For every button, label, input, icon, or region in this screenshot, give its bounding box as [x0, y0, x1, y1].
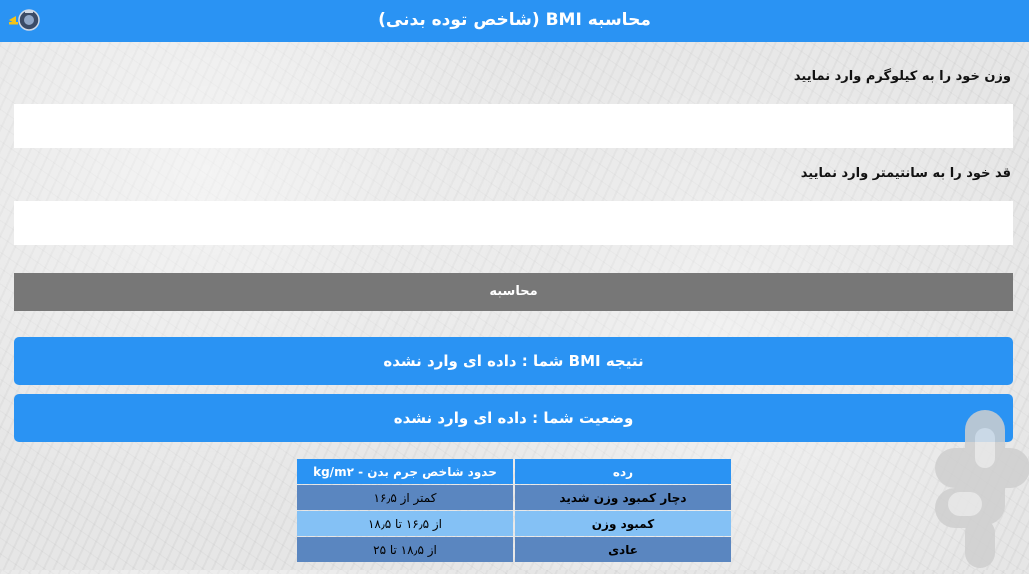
table-cell-category: عادی: [515, 537, 731, 562]
table-header-row: [297, 459, 731, 484]
table-header-range: حدود شاخص جرم بدن - kg/m۲: [297, 459, 513, 484]
table-cell-range: از ۱۶٫۵ تا ۱۸٫۵: [297, 511, 513, 536]
table-cell-category: دچار کمبود وزن شدید: [515, 485, 731, 510]
table-cell-range: از ۱۸٫۵ تا ۲۵: [297, 537, 513, 562]
height-label: قد خود را به سانتیمتر وارد نمایید: [800, 166, 1011, 181]
bmi-result-box: نتیجه BMI شما : داده ای وارد نشده: [14, 337, 1013, 385]
table-cell-category: کمبود وزن: [515, 511, 731, 536]
height-input[interactable]: [14, 201, 1013, 245]
title-bar: [0, 0, 1029, 42]
bmi-classification-table: [295, 458, 733, 563]
table-cell-range: کمتر از ۱۶٫۵: [297, 485, 513, 510]
calculator-app-icon[interactable]: [4, 6, 42, 34]
page-title: محاسبه BMI (شاخص توده بدنی): [378, 10, 651, 30]
weight-label: وزن خود را به کیلوگرم وارد نمایید: [793, 69, 1011, 84]
table-row: [297, 511, 731, 536]
table-row: [297, 485, 731, 510]
calculate-button[interactable]: محاسبه: [14, 273, 1013, 311]
table-header-category: رده: [515, 459, 731, 484]
table-row: [297, 537, 731, 562]
status-result-box: وضعیت شما : داده ای وارد نشده: [14, 394, 1013, 442]
weight-input[interactable]: [14, 104, 1013, 148]
bazaar-logo-icon: [920, 408, 1029, 570]
